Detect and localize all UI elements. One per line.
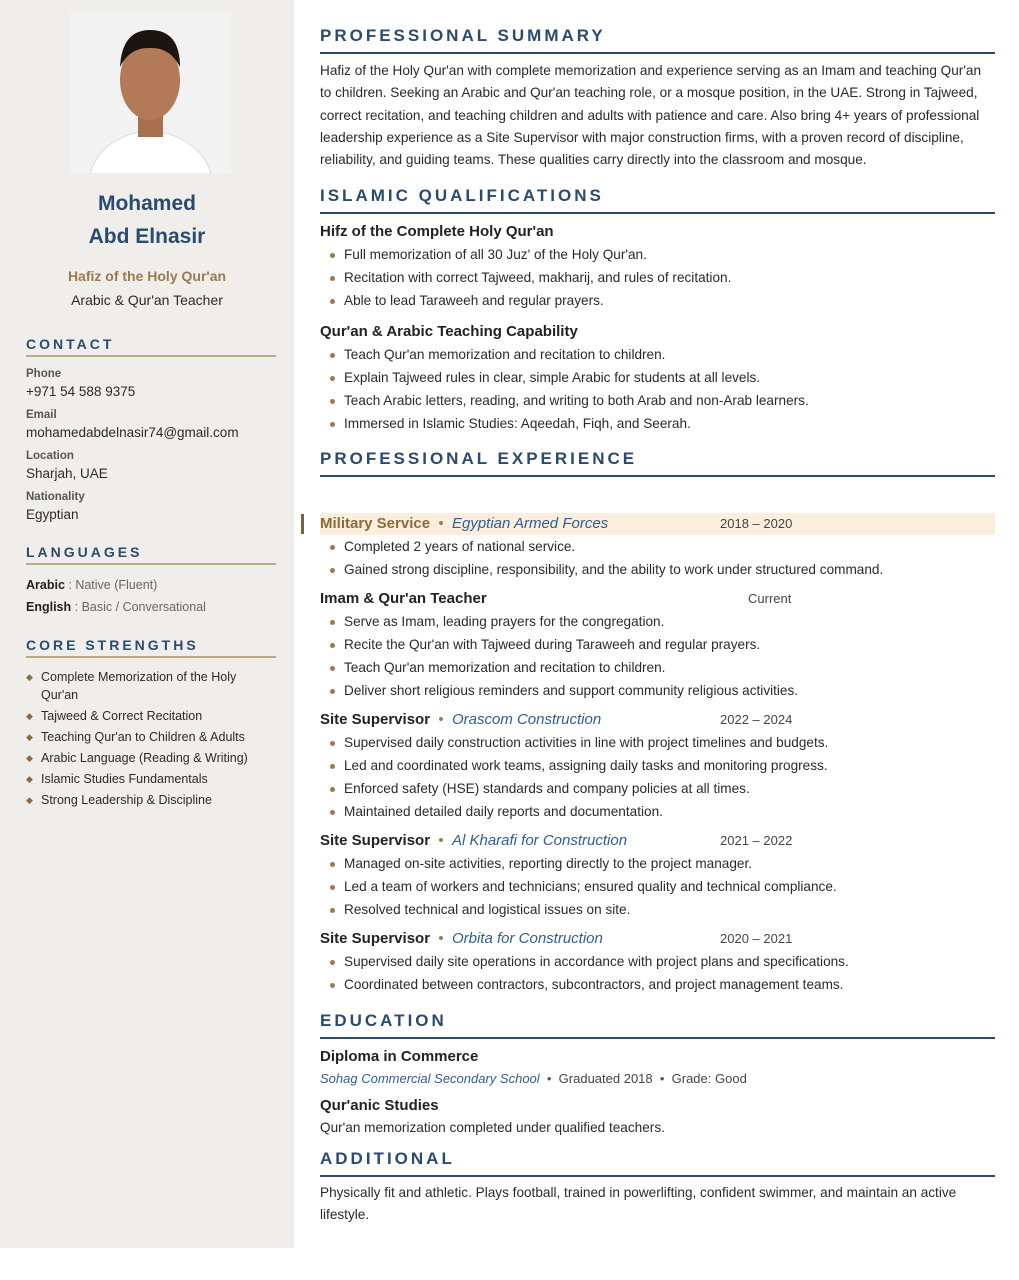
separator-dot: •: [430, 832, 452, 849]
list-item: Resolved technical and logistical issues on site.: [320, 898, 995, 921]
language-arabic: Arabic : Native (Fluent): [26, 578, 158, 592]
list-item: Completed 2 years of national service.: [320, 535, 995, 558]
job-role: Site Supervisor: [320, 711, 431, 728]
education-heading: EDUCATION: [320, 1011, 995, 1039]
job-header: [320, 709, 995, 731]
list-item: Teach Arabic letters, reading, and writing to both Arab and non-Arab learners.: [320, 389, 995, 412]
quran-studies-text: Qur'an memorization completed under qualified teachers.: [320, 1120, 665, 1135]
list-item: Able to lead Taraweeh and regular prayers.: [320, 289, 995, 312]
additional-section: [320, 1149, 995, 1227]
list-item: Enforced safety (HSE) standards and company policies at all times.: [320, 777, 995, 800]
name-last: Abd Elnasir: [88, 225, 206, 248]
job-bullets: [320, 731, 995, 823]
job-header: [320, 513, 995, 535]
list-item: Teach Qur'an memorization and recitation to children.: [320, 343, 995, 366]
job-header: [320, 928, 995, 950]
list-item: Coordinated between contractors, subcontractors, and project management teams.: [320, 973, 995, 996]
summary-text: Hafiz of the Holy Qur'an with complete memorization and experience serving as an Imam and teaching Qur'an to children. Seeking an Arabic and Qur'an teaching role, or a mosque position, in the UAE. Strong in Tajweed, correct recitation, and teaching children and adults with patience and care. Also bring 4+ years of professional leadership experience as a Site Supervisor with major construction firms, with a proven record of discipline, reliability, and guiding teams. These qualities carry directly into the classroom and mosque.: [320, 63, 982, 168]
language-english: English : Basic / Conversational: [26, 600, 206, 614]
job-header: [320, 830, 995, 852]
qualification-list: [320, 243, 995, 312]
job-role: Imam & Qur'an Teacher: [320, 590, 487, 607]
strength-item: ◆ Tajweed & Correct Recitation: [26, 707, 271, 725]
sidebar: [0, 0, 294, 1248]
list-item: Supervised daily site operations in accordance with project plans and specifications.: [320, 950, 995, 973]
school: Sohag Commercial Secondary School: [320, 1071, 540, 1086]
qualification-list: [320, 343, 995, 435]
qualification-title: Qur'an & Arabic Teaching Capability: [320, 323, 578, 340]
graduated: Graduated 2018: [558, 1071, 653, 1086]
qualification-title: Hifz of the Complete Holy Qur'an: [320, 223, 554, 240]
list-item: Led and coordinated work teams, assigning daily tasks and monitoring progress.: [320, 754, 995, 777]
strengths-heading: CORE STRENGTHS: [26, 637, 276, 658]
summary-section: [320, 26, 995, 171]
job-header: [320, 588, 995, 610]
list-item: Maintained detailed daily reports and documentation.: [320, 800, 995, 823]
job-bullets: [320, 852, 995, 921]
job-bullets: [320, 610, 995, 702]
list-item: Teach Qur'an memorization and recitation to children.: [320, 656, 995, 679]
job-dates: Current: [748, 591, 792, 606]
experience-heading: PROFESSIONAL EXPERIENCE: [320, 449, 995, 477]
contact-value: Sharjah, UAE: [26, 466, 108, 481]
job-dates: 2020 – 2021: [720, 931, 793, 946]
profile-photo: [70, 12, 231, 174]
job-dates: 2022 – 2024: [720, 712, 793, 727]
strength-item: ◆ Arabic Language (Reading & Writing): [26, 749, 271, 767]
islamic-section: [320, 186, 995, 435]
job-org: Orascom Construction: [451, 711, 602, 728]
separator-dot: •: [430, 930, 452, 947]
strength-item: ◆ Strong Leadership & Discipline: [26, 791, 271, 809]
job-org: Egyptian Armed Forces: [451, 515, 609, 532]
experience-section: [320, 449, 995, 996]
name-first: Mohamed: [97, 192, 196, 215]
list-item: Immersed in Islamic Studies: Aqeedah, Fiqh, and Seerah.: [320, 412, 995, 435]
separator-dot: •: [430, 515, 452, 532]
additional-text: Physically fit and athletic. Plays football, trained in powerlifting, confident swimmer, and maintain an active lifestyle.: [320, 1185, 957, 1223]
job-role: Military Service: [320, 515, 431, 532]
job-dates: 2018 – 2020: [720, 516, 793, 531]
islamic-heading: ISLAMIC QUALIFICATIONS: [320, 186, 995, 214]
headline-title: Hafiz of the Holy Qur'an: [67, 268, 227, 284]
list-item: Recitation with correct Tajweed, makharij, and rules of recitation.: [320, 266, 995, 289]
education-section: [320, 1011, 995, 1139]
degree: Diploma in Commerce: [320, 1048, 479, 1065]
list-item: Explain Tajweed rules in clear, simple Arabic for students at all levels.: [320, 366, 995, 389]
contact-value: mohamedabdelnasir74@gmail.com: [26, 425, 239, 440]
job-bullets: [320, 535, 995, 581]
job-org: Al Kharafi for Construction: [451, 832, 628, 849]
job-role: Site Supervisor: [320, 930, 431, 947]
headline-subtitle: Arabic & Qur'an Teacher: [71, 292, 223, 308]
summary-heading: PROFESSIONAL SUMMARY: [320, 26, 995, 54]
list-item: Recite the Qur'an with Tajweed during Taraweeh and regular prayers.: [320, 633, 995, 656]
contact-label: Phone: [26, 368, 62, 380]
job-org: Orbita for Construction: [451, 930, 603, 947]
contact-heading: CONTACT: [26, 336, 276, 357]
contact-label: Location: [26, 450, 74, 462]
contact-label: Email: [26, 409, 57, 421]
job-dates: 2021 – 2022: [720, 833, 793, 848]
contact-value: +971 54 588 9375: [26, 384, 136, 399]
languages-heading: LANGUAGES: [26, 544, 276, 565]
separator-dot: •: [430, 711, 452, 728]
strength-item: ◆ Islamic Studies Fundamentals: [26, 770, 271, 788]
strengths-list: [26, 668, 271, 812]
quran-studies-title: Qur'anic Studies: [320, 1097, 439, 1114]
list-item: Deliver short religious reminders and support community religious activities.: [320, 679, 995, 702]
list-item: Supervised daily construction activities in line with project timelines and budgets.: [320, 731, 995, 754]
list-item: Serve as Imam, leading prayers for the congregation.: [320, 610, 995, 633]
contact-label: Nationality: [26, 491, 85, 503]
job-role: Site Supervisor: [320, 832, 431, 849]
strength-item: ◆ Teaching Qur'an to Children & Adults: [26, 728, 271, 746]
grade: Grade: Good: [671, 1071, 747, 1086]
contact-value: Egyptian: [26, 507, 79, 522]
job-bullets: [320, 950, 995, 996]
list-item: Full memorization of all 30 Juz' of the Holy Qur'an.: [320, 243, 995, 266]
list-item: Gained strong discipline, responsibility, and the ability to work under structured command.: [320, 558, 995, 581]
school-line: Sohag Commercial Secondary School • Graduated 2018 • Grade: Good: [320, 1071, 747, 1086]
strength-item: ◆ Complete Memorization of the Holy Qur'an: [26, 668, 271, 704]
list-item: Led a team of workers and technicians; ensured quality and technical compliance.: [320, 875, 995, 898]
list-item: Managed on-site activities, reporting directly to the project manager.: [320, 852, 995, 875]
additional-heading: ADDITIONAL: [320, 1149, 995, 1177]
highlight-bar: [301, 514, 304, 534]
